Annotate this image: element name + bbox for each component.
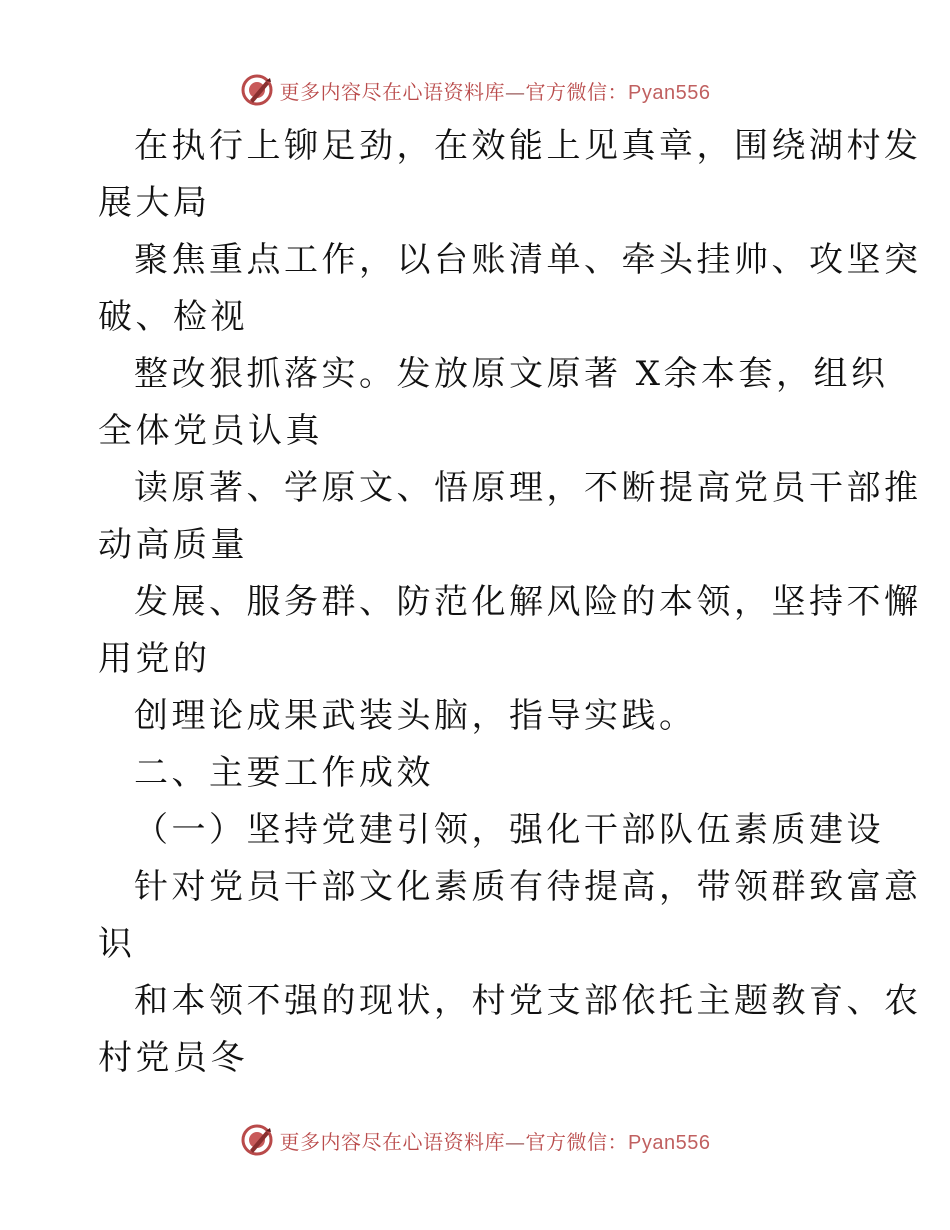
text-line: 和本领不强的现状，村党支部依托主题教育、农 — [134, 981, 922, 1021]
text-line: 针对党员干部文化素质有待提高，带领群致富意 — [134, 867, 922, 907]
text-line: 动高质量 — [98, 525, 248, 565]
watermark-wechat-id: Pyan556 — [628, 1131, 711, 1154]
seal-pen-logo-icon — [240, 1123, 274, 1157]
watermark-site-name: 更多内容尽在心语资料库 — [279, 1129, 506, 1154]
text-line: （一）坚持党建引领，强化干部队伍素质建设 — [134, 810, 884, 850]
text-line: 破、检视 — [98, 297, 248, 337]
text-line: 聚焦重点工作，以台账清单、牵头挂帅、攻坚突 — [134, 240, 922, 280]
text-line: 用党的 — [98, 639, 211, 679]
text-line: 全体党员认真 — [98, 411, 323, 451]
watermark-separator: — — [505, 79, 526, 104]
watermark-separator: — — [505, 1129, 526, 1154]
watermark-wechat-label: 官方微信： — [525, 79, 629, 104]
footer-watermark — [0, 1120, 950, 1160]
text-line: 在执行上铆足劲，在效能上见真章，围绕湖村发 — [134, 126, 922, 166]
watermark-wechat-id: Pyan556 — [628, 81, 711, 104]
watermark-inner — [240, 73, 711, 107]
document-body — [98, 118, 922, 1087]
seal-pen-logo-icon — [240, 73, 274, 107]
header-watermark — [0, 70, 950, 110]
watermark-site-name: 更多内容尽在心语资料库 — [279, 79, 506, 104]
watermark-wechat-label: 官方微信： — [525, 1129, 629, 1154]
text-line: 识 — [98, 924, 136, 964]
watermark-text — [280, 76, 711, 105]
text-line: 村党员冬 — [98, 1038, 248, 1078]
text-line: 整改狠抓落实。发放原文原著 X余本套，组织 — [134, 354, 889, 394]
watermark-inner — [240, 1123, 711, 1157]
text-line: 读原著、学原文、悟原理，不断提高党员干部推 — [134, 468, 922, 508]
text-line: 发展、服务群、防范化解风险的本领，坚持不懈 — [134, 582, 922, 622]
text-line: 展大局 — [98, 183, 211, 223]
text-line: 创理论成果武装头脑，指导实践。 — [134, 696, 697, 736]
text-line: 二、主要工作成效 — [134, 753, 434, 793]
watermark-text — [280, 1126, 711, 1155]
